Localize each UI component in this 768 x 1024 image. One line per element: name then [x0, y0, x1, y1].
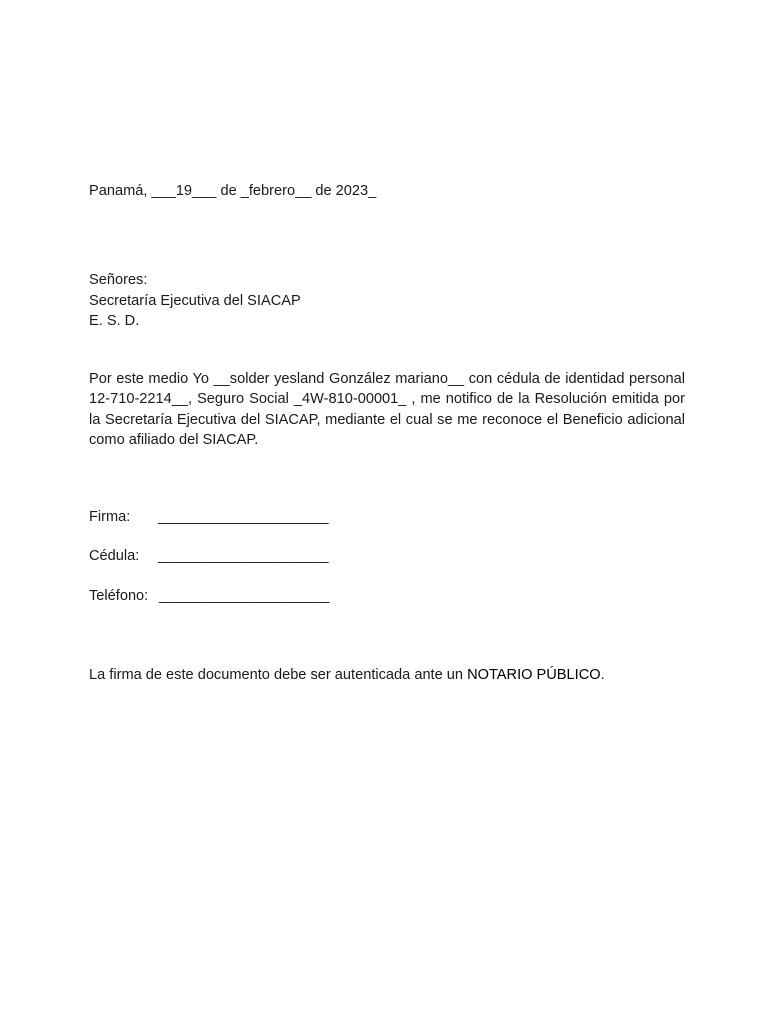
firma-blank-line: _____________________: [158, 509, 329, 525]
recipient-name: Secretaría Ejecutiva del SIACAP: [89, 293, 301, 309]
cedula-blank-line: _____________________: [158, 548, 329, 564]
esd-abbreviation: E. S. D.: [89, 313, 140, 329]
date-line: Panamá, ___19___ de _febrero__ de 2023_: [89, 183, 377, 199]
notary-notice: [89, 665, 605, 685]
telefono-blank-line: _____________________: [159, 588, 330, 604]
notice-prefix: La firma de este documento debe ser autenticada ante un: [89, 667, 468, 683]
notice-suffix: .: [600, 667, 605, 683]
salutation: Señores:: [89, 272, 148, 288]
body-paragraph: Por este medio Yo __solder yesland González mariano__ con cédula de identidad personal 12-710-2214__, Seguro Social _4W-810-00001_ , me notifico de la Resolución emitida por la Secretaría Ejecutiva del SIACAP, mediante el cual se me reconoce el Beneficio adicional como afiliado del SIACAP.: [89, 371, 685, 448]
firma-label: Firma:: [89, 509, 131, 525]
notary-emphasis: NOTARIO PÚBLICO: [467, 667, 601, 683]
telefono-label: Teléfono:: [89, 588, 149, 604]
cedula-label: Cédula:: [89, 548, 140, 564]
